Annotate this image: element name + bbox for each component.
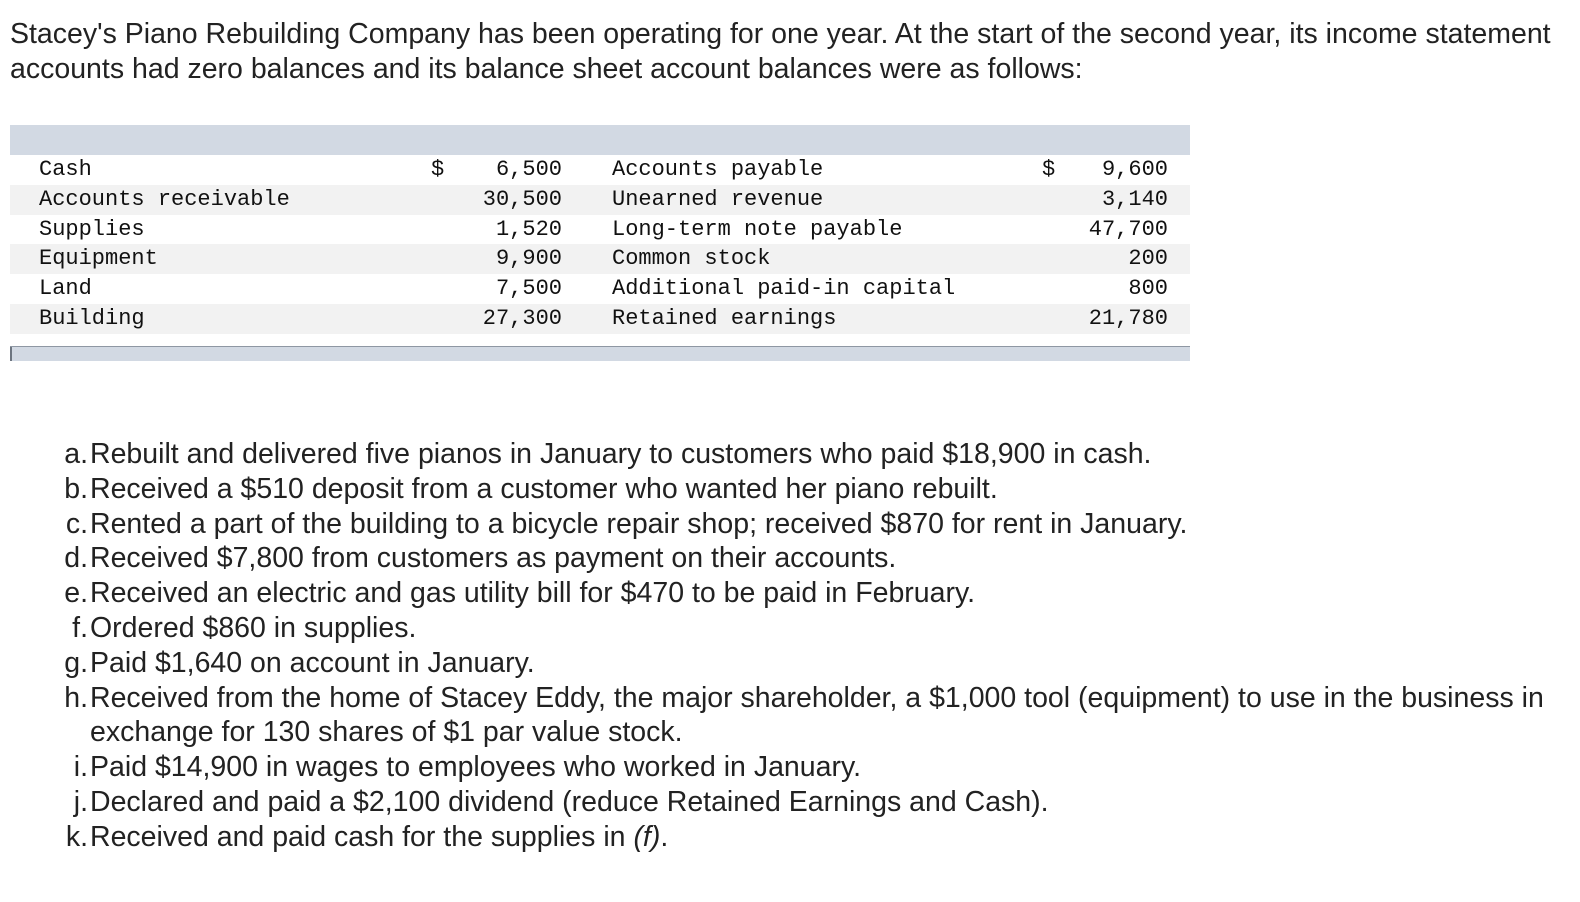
item-text-main: Received and paid cash for the supplies in	[90, 820, 626, 853]
table-row	[10, 304, 1190, 334]
list-item	[56, 541, 1571, 576]
table-footer-band	[10, 346, 1190, 361]
item-text: Ordered $860 in supplies.	[90, 611, 417, 644]
item-letter: e.	[64, 577, 88, 610]
account-balance: 47,700	[1088, 216, 1168, 242]
account-name: Cash	[39, 157, 92, 182]
list-item	[56, 785, 1571, 820]
item-text: Rented a part of the building to a bicycle repair shop; received $870 for rent in January.	[90, 507, 1188, 540]
account-name: Accounts receivable	[39, 186, 290, 212]
account-balance: 7,500	[495, 276, 562, 302]
account-balance: 21,780	[1088, 305, 1168, 331]
item-text: Received from the home of Stacey Eddy, the major shareholder, a $1,000 tool (equipment) to use in the business in exchange for 130 shares of $1 par value stock.	[90, 681, 1544, 749]
item-reference: (f)	[633, 820, 661, 853]
item-text: Paid $14,900 in wages to employees who worked in January.	[90, 751, 862, 784]
table-row	[10, 244, 1190, 274]
account-balance: 800	[1128, 276, 1168, 302]
dollar-sign: $	[431, 157, 445, 182]
item-letter: a.	[64, 438, 88, 470]
balance-sheet-table	[10, 125, 1190, 361]
problem-intro: Stacey's Piano Rebuilding Company has been operating for one year. At the start of the second year, its income statement accounts had zero balances and its balance sheet account balances were as follows:	[10, 18, 1551, 85]
list-item	[56, 611, 1571, 646]
item-text: Received an electric and gas utility bill for $470 to be paid in February.	[90, 577, 976, 610]
item-letter: b.	[64, 472, 88, 505]
list-item	[56, 646, 1571, 681]
item-letter: f.	[72, 611, 88, 644]
account-balance: 27,300	[482, 305, 562, 331]
list-item	[56, 750, 1571, 785]
item-text: Rebuilt and delivered five pianos in January to customers who paid $18,900 in cash.	[90, 438, 1152, 470]
item-text	[90, 821, 668, 853]
table-row	[10, 155, 1190, 185]
list-item	[56, 507, 1571, 542]
item-letter: i.	[73, 751, 88, 784]
account-balance: 1,520	[495, 216, 562, 242]
dollar-sign: $	[1042, 157, 1056, 182]
table-row	[10, 274, 1190, 304]
account-name: Land	[39, 276, 92, 302]
account-name: Unearned revenue	[612, 186, 824, 212]
account-name: Retained earnings	[612, 305, 837, 331]
item-text-end: .	[660, 820, 669, 853]
list-item	[56, 681, 1571, 751]
account-name: Additional paid-in capital	[612, 276, 956, 302]
transaction-list	[56, 437, 1571, 855]
account-name: Long-term note payable	[612, 216, 903, 242]
item-text: Paid $1,640 on account in January.	[90, 646, 535, 679]
item-letter: h.	[64, 681, 88, 714]
account-name: Supplies	[39, 216, 145, 242]
account-name: Building	[39, 305, 145, 331]
list-item	[56, 437, 1571, 472]
item-letter: k.	[65, 820, 88, 853]
item-text: Declared and paid a $2,100 dividend (reduce Retained Earnings and Cash).	[90, 785, 1049, 818]
table-body	[10, 155, 1190, 334]
account-balance: 30,500	[482, 186, 562, 212]
item-letter: d.	[64, 542, 88, 575]
account-balance: 3,140	[1101, 186, 1168, 212]
table-row	[10, 185, 1190, 215]
item-letter: g.	[64, 646, 88, 679]
account-name: Equipment	[39, 246, 158, 272]
account-balance: 9,600	[1101, 157, 1168, 182]
account-name: Common stock	[612, 246, 771, 272]
account-balance: 6,500	[495, 157, 562, 182]
item-text: Received $7,800 from customers as payment on their accounts.	[90, 542, 897, 575]
item-letter: j.	[73, 785, 88, 818]
account-name: Accounts payable	[612, 157, 824, 182]
account-balance: 200	[1128, 246, 1168, 272]
table-row	[10, 215, 1190, 245]
list-item	[56, 472, 1571, 507]
item-letter: c.	[65, 507, 88, 540]
list-item	[56, 820, 1571, 855]
account-balance: 9,900	[495, 246, 562, 272]
item-text: Received a $510 deposit from a customer who wanted her piano rebuilt.	[90, 472, 998, 505]
list-item	[56, 576, 1571, 611]
table-header-band	[10, 125, 1190, 155]
